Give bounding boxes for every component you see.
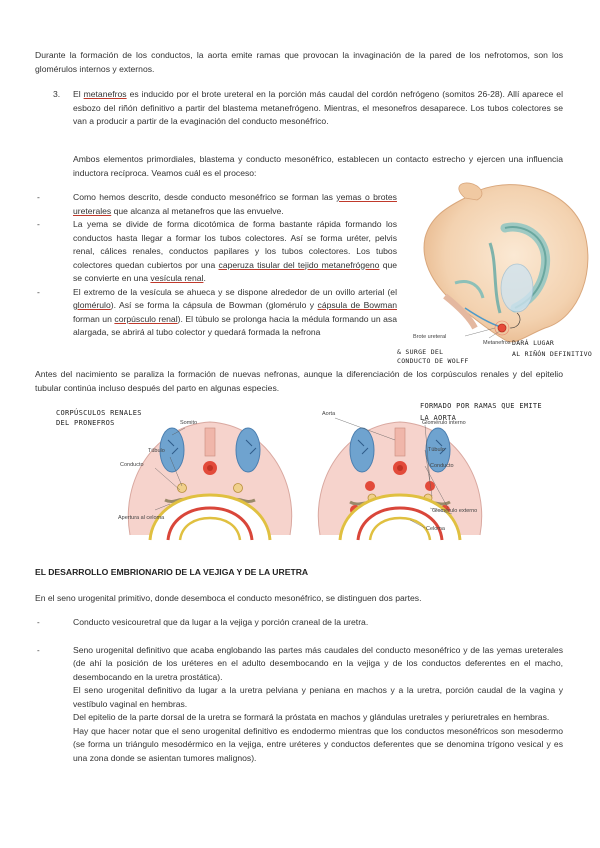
b2-highlight: caperuza tisular del tejido metanefrógeno: [218, 259, 380, 270]
arrow2-p4: Hay que hacer notar que el seno urogenital definitivo es endodermo mientras que los conductos mesonéfricos son mesodermo (se forma un triángulo mesodérmico en la vejiga, entre uréteres y conductos deferentes que se denomina trígono vesical y es una zona donde se asientan tumores malignos).: [73, 725, 563, 763]
bullet-2: [73, 218, 397, 286]
arrow2-p1: - Seno urogenital definitivo que acaba englobando las partes más caudales del conducto mesonéfrico y de las yemas ureterales (de ahí la posición de los uréteres en el adulto desembocando en la vejiga y de los conductos deferentes en el macho, desembocando en la uretra prostática).: [73, 644, 563, 682]
b2-text-c: .: [203, 273, 206, 283]
item3-lead: El: [73, 89, 81, 99]
note-aorta: FORMADO POR RAMAS QUE EMITE LA AORTA: [420, 402, 542, 422]
b3-text-a: El extremo de la vesícula se ahueca y se dispone alrededor de un ovillo arterial (el: [73, 286, 397, 297]
item3b-paragraph: Ambos elementos primordiales, blastema y conducto mesonéfrico, establecen un contacto estrecho y ejercen una influencia inductora recíproca. Veamos cuál es el proceso:: [73, 154, 563, 178]
note-rinon: DARÁ LUGAR AL RIÑÓN DEFINITIVO: [512, 339, 593, 358]
lbl-aorta: Aorta: [322, 411, 336, 417]
b1-text-a: Como hemos descrito, desde conducto mesonéfrico se forman las: [73, 192, 333, 202]
arrow-item-2: [73, 644, 563, 766]
arrow2-p2: El seno urogenital definitivo da lugar a la uretra pelviana y peniana en machos y a la uretra, porción caudal de la vagina y vestíbulo vaginal en hembras.: [73, 685, 563, 709]
arrow-item-1: [73, 616, 563, 630]
b3-highlight-3: corpúsculo renal: [114, 313, 178, 324]
label-metanefros: Metanefros: [483, 340, 511, 346]
label-brote-ureteral: Brote ureteral: [413, 334, 447, 340]
bullet-list: [73, 191, 397, 340]
left-section: [128, 422, 291, 540]
lbl-apertura: Apertura al celoma: [118, 515, 165, 521]
b1-highlight: yemas o brotes ureterales: [73, 192, 397, 216]
lbl-glomerulo-interno: Glomérulo interno: [422, 420, 466, 426]
lbl-glomerulo-externo: Glomérulo externo: [432, 508, 478, 514]
b3-text-b: ). Así se forma la cápsula de Bowman (glomérulo y: [110, 300, 315, 310]
b2-highlight-2: vesícula renal: [150, 273, 204, 283]
b2-text-a: La yema se divide de forma dicotómica de forma bastante rápida formando los conductos hasta llegar a formar los tubos colectores. Así se forma uréter, pelvis renal, cálices renales, conductos papilares y los tubos colectores. Los tubos colectores quedan cubiertos por una: [73, 219, 397, 270]
note-wolff: & SURGE DEL CONDUCTO DE WOLFF: [397, 348, 469, 365]
lbl-conducto-left: Conducto: [120, 462, 144, 468]
lbl-celoma: Celoma: [426, 526, 445, 532]
b2-text-b: que se convierte en una: [73, 259, 398, 283]
b3-text-c: forman un: [73, 313, 112, 324]
bullet-1: [73, 191, 397, 218]
item3-paragraph: [73, 88, 563, 129]
arrow-list: [73, 616, 563, 765]
note-corpusculos: CORPÚSCULOS RENALES DEL PRONEFROS: [56, 409, 142, 427]
term-metanefros: metanefros: [83, 89, 127, 99]
arrow1-text: Conducto vesicouretral que da lugar a la vejiga y porción craneal de la uretra.: [73, 617, 369, 627]
intro-paragraph: Durante la formación de los conductos, la aorta emite ramas que provocan la invaginación de la pared de los nefrotomos, son los glomérulos internos y externos.: [35, 50, 563, 74]
pronefros-diagram: [110, 410, 510, 545]
b3-text-d: ). El túbulo se prolonga hacia la médula formando un asa alargada, se abrirá al tubo colector y quedará formada la nefrona: [73, 313, 397, 337]
b3-highlight-2: cápsula de Bowman: [317, 300, 398, 310]
lbl-conducto-right: Conducto: [430, 463, 454, 469]
item-number: 3.: [53, 89, 61, 99]
item3-rest: es inducido por el brote ureteral en la porción más caudal del cordón nefrógeno (somitos 26-28). Allí aparece el esbozo del riñón definitivo a partir del blastema metanefrógeno. Mientras, el mesonefros desaparece. Los tubos colectores se van a producir a partir de la evaginación del conducto mesonéfrico.: [73, 89, 563, 126]
b1-text-b: que alcanza al metanefros que las envuelve.: [113, 205, 284, 216]
lbl-tubulo-left: Túbulo: [148, 448, 165, 454]
lbl-tubulo-right: Túbulo: [428, 447, 445, 453]
arrow2-p3: Del epitelio de la parte dorsal de la uretra se formará la próstata en machos y glándulas uretrales y periuretrales en hembras.: [73, 712, 550, 722]
b3-highlight: glomérulo: [73, 300, 111, 310]
section-intro: En el seno urogenital primitivo, donde desemboca el conducto mesonéfrico, se distinguen dos partes.: [35, 593, 422, 603]
nacimiento-paragraph: Antes del nacimiento se paraliza la formación de nuevas nefronas, aunque la diferenciación de los corpúsculos renales y del epitelio tubular continúa incluso después del parto en algunas especies.: [35, 369, 563, 393]
pronefros-illustration: [110, 410, 510, 545]
section-title: EL DESARROLLO EMBRIONARIO DE LA VEJIGA Y DE LA URETRA: [35, 567, 309, 577]
bullet-3: [73, 286, 397, 340]
lbl-somito: Somito: [180, 420, 198, 426]
right-section: [318, 418, 481, 540]
